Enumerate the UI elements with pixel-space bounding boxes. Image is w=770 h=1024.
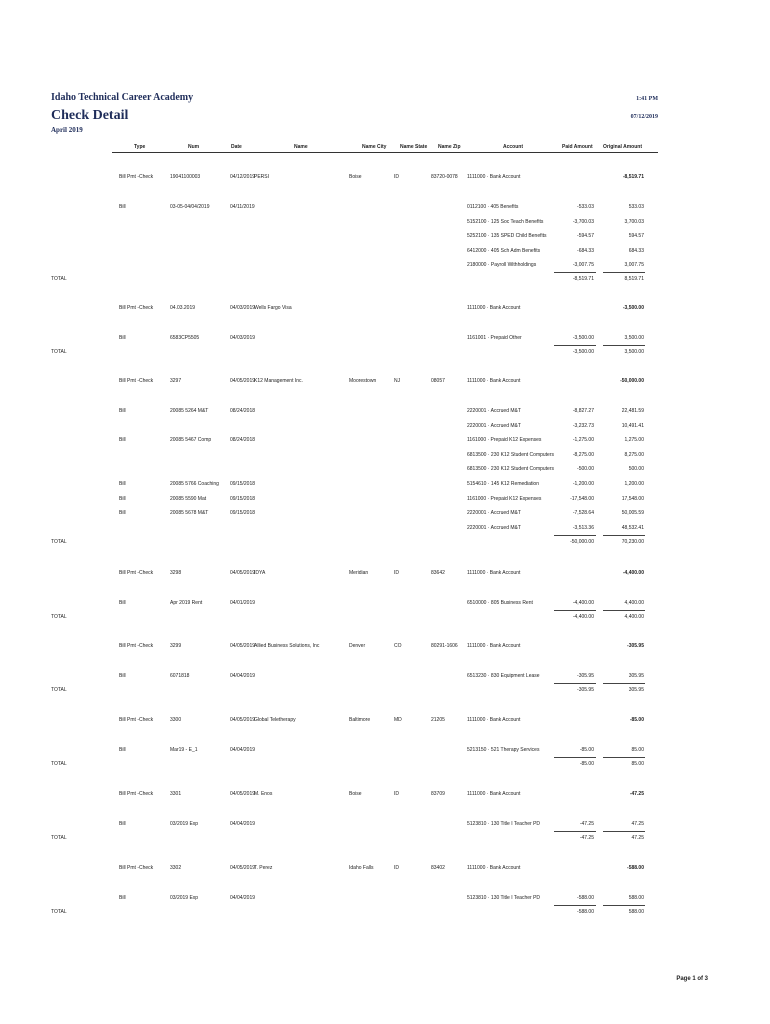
total-rule-original bbox=[603, 831, 645, 832]
bill-date: 08/24/2018 bbox=[230, 408, 256, 414]
bill-paid-amount: -533.03 bbox=[577, 204, 594, 210]
bill-original-amount: 588.00 bbox=[628, 895, 644, 901]
check-state: CO bbox=[394, 643, 402, 649]
check-date: 04/05/2019 bbox=[230, 378, 256, 384]
bill-paid-amount: -8,827.27 bbox=[572, 408, 594, 414]
bill-type: Bill bbox=[119, 895, 126, 901]
bill-paid-amount: -594.57 bbox=[577, 233, 594, 239]
bill-original-amount: 684.33 bbox=[628, 248, 644, 254]
check-state: ID bbox=[394, 570, 399, 576]
bill-original-amount: 50,005.59 bbox=[621, 510, 644, 516]
bill-date: 04/11/2019 bbox=[230, 204, 255, 210]
bill-type: Bill bbox=[119, 510, 126, 516]
check-type: Bill Pmt -Check bbox=[119, 570, 154, 576]
total-rule-original bbox=[603, 757, 645, 758]
check-date: 04/05/2019 bbox=[230, 643, 256, 649]
check-date: 04/05/2019 bbox=[230, 865, 256, 871]
check-date: 04/03/2019 bbox=[230, 305, 256, 311]
bill-type: Bill bbox=[119, 204, 126, 210]
bill-original-amount: 47.25 bbox=[631, 821, 644, 827]
bill-account: 5123810 · 130 Title I Teacher PD bbox=[467, 895, 541, 901]
check-num: 3301 bbox=[170, 791, 182, 797]
bill-date: 04/04/2019 bbox=[230, 747, 256, 753]
total-rule-paid bbox=[554, 757, 596, 758]
check-date: 04/05/2019 bbox=[230, 791, 256, 797]
bill-type: Bill bbox=[119, 408, 126, 414]
bill-account: 6513230 · 830 Equipment Lease bbox=[467, 673, 540, 679]
check-original-amount: -4,400.00 bbox=[622, 570, 644, 576]
total-original-amount: 85.00 bbox=[631, 761, 644, 767]
bill-account: 5123810 · 130 Title I Teacher PD bbox=[467, 821, 541, 827]
total-paid-amount: -8,519.71 bbox=[572, 276, 594, 282]
bill-type: Bill bbox=[119, 496, 126, 502]
bill-account: 5154610 · 145 K12 Remediation bbox=[467, 481, 539, 487]
total-rule-paid bbox=[554, 683, 596, 684]
bill-date: 09/15/2018 bbox=[230, 481, 256, 487]
bill-paid-amount: -7,528.64 bbox=[572, 510, 594, 516]
check-city: Idaho Falls bbox=[349, 865, 374, 871]
check-original-amount: -588.00 bbox=[627, 865, 644, 871]
bill-account: 1161000 · Prepaid K12 Expenses bbox=[467, 496, 542, 502]
check-name: PERSI bbox=[254, 174, 270, 180]
check-original-amount: -85.00 bbox=[629, 717, 644, 723]
bill-original-amount: 17,548.00 bbox=[621, 496, 644, 502]
total-original-amount: 3,500.00 bbox=[624, 349, 644, 355]
total-paid-amount: -3,500.00 bbox=[572, 349, 594, 355]
bill-num: 03/2019 Exp bbox=[170, 821, 199, 827]
total-label: TOTAL bbox=[51, 909, 67, 915]
bill-type: Bill bbox=[119, 747, 126, 753]
check-city: Boise bbox=[349, 791, 362, 797]
check-zip: 21205 bbox=[431, 717, 445, 723]
check-account: 1111000 · Bank Account bbox=[467, 717, 521, 723]
bill-paid-amount: -3,232.73 bbox=[572, 423, 594, 429]
bill-num: 6583CP5505 bbox=[170, 335, 200, 341]
total-rule-paid bbox=[554, 345, 596, 346]
bill-account: 2220001 · Accrued M&T bbox=[467, 510, 521, 516]
bill-num: 20085 5678 M&T bbox=[170, 510, 209, 516]
bill-paid-amount: -684.33 bbox=[577, 248, 594, 254]
col-date: Date bbox=[231, 144, 242, 150]
check-state: NJ bbox=[394, 378, 401, 384]
bill-date: 04/04/2019 bbox=[230, 895, 256, 901]
bill-paid-amount: -3,700.03 bbox=[572, 219, 594, 225]
bill-type: Bill bbox=[119, 481, 126, 487]
bill-original-amount: 533.03 bbox=[628, 204, 644, 210]
check-original-amount: -305.95 bbox=[627, 643, 644, 649]
bill-account: 2220001 · Accrued M&T bbox=[467, 408, 521, 414]
check-state: ID bbox=[394, 174, 399, 180]
check-type: Bill Pmt -Check bbox=[119, 717, 154, 723]
bill-type: Bill bbox=[119, 437, 126, 443]
bill-original-amount: 500.00 bbox=[628, 466, 644, 472]
check-type: Bill Pmt -Check bbox=[119, 643, 154, 649]
bill-original-amount: 85.00 bbox=[631, 747, 644, 753]
check-name: Global Teletherapy bbox=[254, 717, 296, 723]
bill-paid-amount: -8,275.00 bbox=[572, 452, 594, 458]
bill-date: 04/03/2019 bbox=[230, 335, 256, 341]
bill-original-amount: 3,007.75 bbox=[624, 262, 644, 268]
check-city: Baltimore bbox=[349, 717, 371, 723]
check-date: 04/05/2019 bbox=[230, 570, 256, 576]
bill-original-amount: 22,481.59 bbox=[621, 408, 644, 414]
bill-account: 2220001 · Accrued M&T bbox=[467, 525, 521, 531]
company-name: Idaho Technical Career Academy bbox=[51, 92, 194, 103]
total-rule-paid bbox=[554, 272, 596, 273]
check-account: 1111000 · Bank Account bbox=[467, 791, 521, 797]
check-account: 1111000 · Bank Account bbox=[467, 643, 521, 649]
check-original-amount: -47.25 bbox=[629, 791, 644, 797]
bill-type: Bill bbox=[119, 335, 126, 341]
check-zip: 83402 bbox=[431, 865, 445, 871]
total-label: TOTAL bbox=[51, 539, 67, 545]
check-date: 04/05/2019 bbox=[230, 717, 256, 723]
check-state: ID bbox=[394, 865, 399, 871]
bill-paid-amount: -17,548.00 bbox=[570, 496, 594, 502]
col-type: Type bbox=[134, 144, 146, 150]
total-label: TOTAL bbox=[51, 349, 67, 355]
check-account: 1111000 · Bank Account bbox=[467, 865, 521, 871]
bill-account: 6813500 · 230 K12 Student Computers bbox=[467, 452, 555, 458]
check-zip: 80291-1606 bbox=[431, 643, 458, 649]
check-account: 1111000 · Bank Account bbox=[467, 174, 521, 180]
bill-paid-amount: -85.00 bbox=[579, 747, 594, 753]
check-account: 1111000 · Bank Account bbox=[467, 570, 521, 576]
bill-original-amount: 10,491.41 bbox=[621, 423, 644, 429]
total-paid-amount: -588.00 bbox=[577, 909, 594, 915]
check-original-amount: -3,500.00 bbox=[622, 305, 644, 311]
bill-paid-amount: -500.00 bbox=[577, 466, 594, 472]
check-account: 1111000 · Bank Account bbox=[467, 378, 521, 384]
bill-original-amount: 305.95 bbox=[628, 673, 644, 679]
col-paid: Paid Amount bbox=[562, 144, 593, 150]
bill-original-amount: 1,275.00 bbox=[624, 437, 644, 443]
check-city: Moorestown bbox=[349, 378, 377, 384]
total-original-amount: 588.00 bbox=[628, 909, 644, 915]
col-num: Num bbox=[188, 144, 200, 150]
check-num: 3302 bbox=[170, 865, 182, 871]
bill-account: 5152100 · 125 Soc Teach Benefits bbox=[467, 219, 544, 225]
check-type: Bill Pmt -Check bbox=[119, 378, 154, 384]
check-num: 3298 bbox=[170, 570, 182, 576]
total-rule-original bbox=[603, 610, 645, 611]
col-original: Original Amount bbox=[603, 144, 642, 150]
bill-date: 04/04/2019 bbox=[230, 821, 256, 827]
bill-num: Mar19 - E_1 bbox=[170, 747, 198, 753]
check-city: Denver bbox=[349, 643, 366, 649]
check-type: Bill Pmt -Check bbox=[119, 305, 154, 311]
col-account: Account bbox=[503, 144, 523, 150]
bill-original-amount: 3,700.03 bbox=[624, 219, 644, 225]
total-label: TOTAL bbox=[51, 687, 67, 693]
bill-account: 0112100 · 405 Benefits bbox=[467, 204, 519, 210]
total-label: TOTAL bbox=[51, 614, 67, 620]
page-number: Page 1 of 3 bbox=[676, 976, 708, 982]
check-num: 04.03.2019 bbox=[170, 305, 196, 311]
total-original-amount: 47.25 bbox=[631, 835, 644, 841]
check-num: 3297 bbox=[170, 378, 182, 384]
total-rule-paid bbox=[554, 831, 596, 832]
bill-original-amount: 8,275.00 bbox=[624, 452, 644, 458]
bill-paid-amount: -588.00 bbox=[577, 895, 594, 901]
check-num: 19041100003 bbox=[170, 174, 201, 180]
report-time: 1:41 PM bbox=[636, 96, 658, 102]
check-name: IDYA bbox=[254, 570, 266, 576]
bill-date: 09/15/2018 bbox=[230, 510, 256, 516]
bill-paid-amount: -1,275.00 bbox=[572, 437, 594, 443]
bill-date: 04/01/2019 bbox=[230, 600, 256, 606]
bill-account: 5213150 · 521 Therapy Services bbox=[467, 747, 540, 753]
check-name: Wells Fargo Visa bbox=[254, 305, 292, 311]
total-paid-amount: -47.25 bbox=[579, 835, 594, 841]
check-name: K12 Management Inc. bbox=[254, 378, 303, 384]
total-rule-original bbox=[603, 905, 645, 906]
col-city: Name City bbox=[362, 144, 387, 150]
check-type: Bill Pmt -Check bbox=[119, 865, 154, 871]
bill-num: 03/2019 Exp bbox=[170, 895, 199, 901]
col-name: Name bbox=[294, 144, 308, 150]
total-label: TOTAL bbox=[51, 835, 67, 841]
check-account: 1111000 · Bank Account bbox=[467, 305, 521, 311]
total-rule-paid bbox=[554, 610, 596, 611]
total-original-amount: 8,519.71 bbox=[624, 276, 644, 282]
bill-paid-amount: -3,500.00 bbox=[572, 335, 594, 341]
total-original-amount: 70,230.00 bbox=[621, 539, 644, 545]
check-num: 3299 bbox=[170, 643, 182, 649]
bill-account: 2220001 · Accrued M&T bbox=[467, 423, 521, 429]
total-paid-amount: -4,400.00 bbox=[572, 614, 594, 620]
bill-num: 03-05-04/04/2019 bbox=[170, 204, 210, 210]
bill-original-amount: 48,532.41 bbox=[621, 525, 644, 531]
check-state: ID bbox=[394, 791, 399, 797]
total-paid-amount: -50,000.00 bbox=[570, 539, 594, 545]
total-paid-amount: -85.00 bbox=[579, 761, 594, 767]
bill-num: 20085 5264 M&T bbox=[170, 408, 209, 414]
bill-paid-amount: -1,200.00 bbox=[572, 481, 594, 487]
total-label: TOTAL bbox=[51, 276, 67, 282]
total-rule-paid bbox=[554, 535, 596, 536]
col-zip: Name Zip bbox=[438, 144, 461, 150]
bill-date: 04/04/2019 bbox=[230, 673, 256, 679]
total-rule-original bbox=[603, 272, 645, 273]
check-type: Bill Pmt -Check bbox=[119, 174, 154, 180]
bill-paid-amount: -305.95 bbox=[577, 673, 594, 679]
bill-account: 6510000 · 805 Business Rent bbox=[467, 600, 533, 606]
bill-account: 6412000 · 405 Sch Adm Benefits bbox=[467, 248, 541, 254]
bill-num: 20085 5766 Coaching bbox=[170, 481, 219, 487]
bill-type: Bill bbox=[119, 600, 126, 606]
bill-paid-amount: -3,007.75 bbox=[572, 262, 594, 268]
report-date: 07/12/2019 bbox=[630, 114, 658, 120]
total-paid-amount: -305.95 bbox=[577, 687, 594, 693]
bill-original-amount: 1,200.00 bbox=[624, 481, 644, 487]
bill-date: 09/15/2018 bbox=[230, 496, 256, 502]
total-original-amount: 4,400.00 bbox=[624, 614, 644, 620]
col-state: Name State bbox=[400, 144, 428, 150]
check-city: Meridian bbox=[349, 570, 369, 576]
check-original-amount: -8,519.71 bbox=[622, 174, 644, 180]
check-name: T. Perez bbox=[254, 865, 273, 871]
check-date: 04/12/2019 bbox=[230, 174, 256, 180]
bill-num: 6071818 bbox=[170, 673, 190, 679]
check-state: MD bbox=[394, 717, 402, 723]
check-zip: 83642 bbox=[431, 570, 445, 576]
bill-date: 08/24/2018 bbox=[230, 437, 256, 443]
bill-original-amount: 594.57 bbox=[628, 233, 644, 239]
total-rule-original bbox=[603, 345, 645, 346]
bill-num: 20085 5590 Mat bbox=[170, 496, 207, 502]
check-name: Allied Business Solutions, Inc bbox=[254, 643, 320, 649]
bill-account: 2180000 · Payroll Withholdings bbox=[467, 262, 537, 268]
check-num: 3300 bbox=[170, 717, 182, 723]
bill-paid-amount: -3,513.36 bbox=[572, 525, 594, 531]
bill-account: 5252100 · 135 SPED Child Benefits bbox=[467, 233, 547, 239]
check-original-amount: -50,000.00 bbox=[620, 378, 644, 384]
bill-type: Bill bbox=[119, 673, 126, 679]
report-period: April 2019 bbox=[51, 126, 83, 134]
bill-paid-amount: -47.25 bbox=[579, 821, 594, 827]
check-zip: 83720-0078 bbox=[431, 174, 458, 180]
bill-account: 1161000 · Prepaid K12 Expenses bbox=[467, 437, 542, 443]
total-label: TOTAL bbox=[51, 761, 67, 767]
bill-type: Bill bbox=[119, 821, 126, 827]
bill-original-amount: 4,400.00 bbox=[624, 600, 644, 606]
total-rule-paid bbox=[554, 905, 596, 906]
report-title: Check Detail bbox=[51, 108, 129, 123]
bill-num: Apr 2019 Rent bbox=[170, 600, 203, 606]
check-city: Boise bbox=[349, 174, 362, 180]
bill-account: 6813500 · 230 K12 Student Computers bbox=[467, 466, 555, 472]
check-zip: 08057 bbox=[431, 378, 445, 384]
check-type: Bill Pmt -Check bbox=[119, 791, 154, 797]
bill-paid-amount: -4,400.00 bbox=[572, 600, 594, 606]
total-rule-original bbox=[603, 535, 645, 536]
bill-num: 20085 5467 Comp bbox=[170, 437, 212, 443]
check-zip: 83709 bbox=[431, 791, 445, 797]
bill-original-amount: 3,500.00 bbox=[624, 335, 644, 341]
header-rule bbox=[112, 152, 658, 153]
total-original-amount: 305.95 bbox=[628, 687, 644, 693]
bill-account: 1161001 · Prepaid Other bbox=[467, 335, 522, 341]
total-rule-original bbox=[603, 683, 645, 684]
check-name: M. Enos bbox=[254, 791, 273, 797]
